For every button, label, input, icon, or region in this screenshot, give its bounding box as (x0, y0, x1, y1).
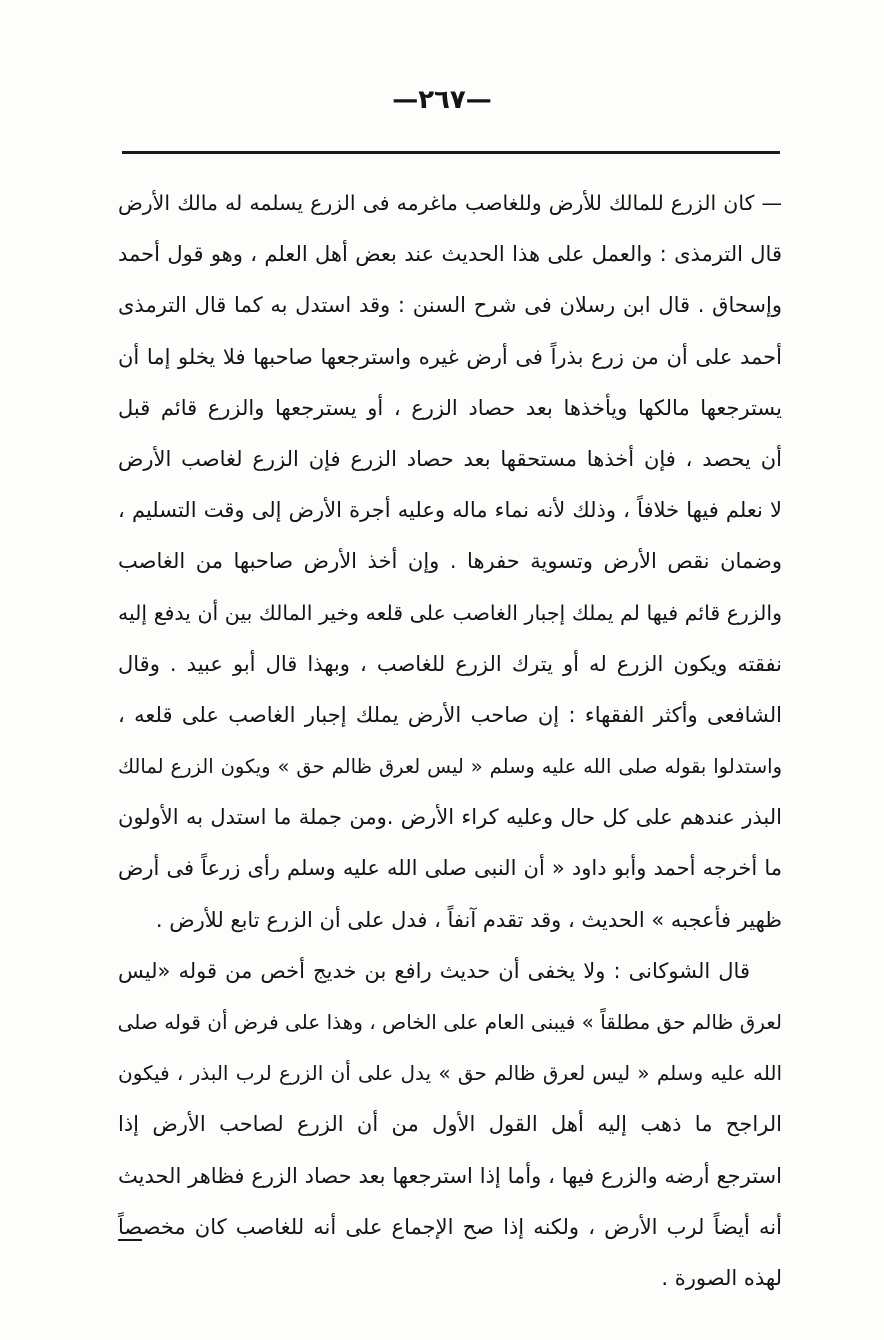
text-line: استرجع أرضه والزرع فيها ، وأما إذا استرجعها بعد حصاد الزرع فظاهر الحديث (118, 1163, 782, 1188)
text-line: يسترجعها مالكها ويأخذها بعد حصاد الزرع ، أو يسترجعها والزرع قائم قبل (118, 395, 782, 420)
text-line: وإسحاق . قال ابن رسلان فى شرح السنن : وقد استدل به كما قال الترمذى (118, 293, 782, 318)
body-text (118, 178, 782, 1304)
text-line: والزرع قائم فيها لم يملك إجبار الغاصب على قلعه وخير المالك بين أن يدفع إليه (118, 600, 782, 625)
text-line: أن يحصد ، فإن أخذها مستحقها بعد حصاد الزرع فإن الزرع لغاصب الأرض (118, 446, 782, 471)
text-line: أنه أيضاً لرب الأرض ، ولكنه إذا صح الإجماع على أنه للغاصب كان مخصصاً (118, 1214, 782, 1239)
text-line: ظهير فأعجبه » الحديث ، وقد تقدم آنفاً ، فدل على أن الزرع تابع للأرض . (155, 907, 782, 932)
text-line: نفقته ويكون الزرع له أو يترك الزرع للغاصب ، وبهذا قال أبو عبيد . وقال (118, 651, 782, 676)
text-line: لهذه الصورة . (661, 1265, 782, 1290)
text-line: واستدلوا بقوله صلى الله عليه وسلم « ليس لعرق ظالم حق » ويكون الزرع لمالك (118, 755, 782, 779)
text-line: وضمان نقص الأرض وتسوية حفرها . وإن أخذ الأرض صاحبها من الغاصب (118, 549, 782, 574)
text-line: أحمد على أن من زرع بذراً فى أرض غيره واسترجعها صاحبها فلا يخلو إما أن (118, 344, 782, 369)
footnote-separator (118, 1239, 142, 1241)
text-line: البذر عندهم على كل حال وعليه كراء الأرض .ومن جملة ما استدل به الأولون (118, 805, 782, 830)
text-line: ما أخرجه أحمد وأبو داود « أن النبى صلى الله عليه وسلم رأى زرعاً فى أرض (118, 856, 782, 881)
text-line: الله عليه وسلم « ليس لعرق ظالم حق » يدل على أن الزرع لرب البذر ، فيكون (118, 1061, 782, 1086)
text-line: — كان الزرع للمالك للأرض وللغاصب ماغرمه فى الزرع يسلمه له مالك الأرض (118, 191, 782, 215)
paragraph-2 (118, 946, 782, 1304)
header-rule (122, 151, 780, 154)
page-number: —٢٦٧— (392, 85, 492, 115)
text-line: الراجح ما ذهب إليه أهل القول الأول من أن الزرع لصاحب الأرض إذا (118, 1112, 782, 1137)
text-line: لعرق ظالم حق مطلقاً » فيبنى العام على الخاص ، وهذا على فرض أن قوله صلى (118, 1010, 782, 1034)
text-line: قال الشوكانى : ولا يخفى أن حديث رافع بن خديج أخص من قوله «ليس (118, 958, 750, 983)
text-line: الشافعى وأكثر الفقهاء : إن صاحب الأرض يملك إجبار الغاصب على قلعه ، (118, 702, 782, 727)
text-line: قال الترمذى : والعمل على هذا الحديث عند بعض أهل العلم ، وهو قول أحمد (118, 242, 782, 267)
paragraph-1 (118, 178, 782, 946)
text-line: لا نعلم فيها خلافاً ، وذلك لأنه نماء ماله وعليه أجرة الأرض إلى وقت التسليم ، (118, 498, 782, 523)
